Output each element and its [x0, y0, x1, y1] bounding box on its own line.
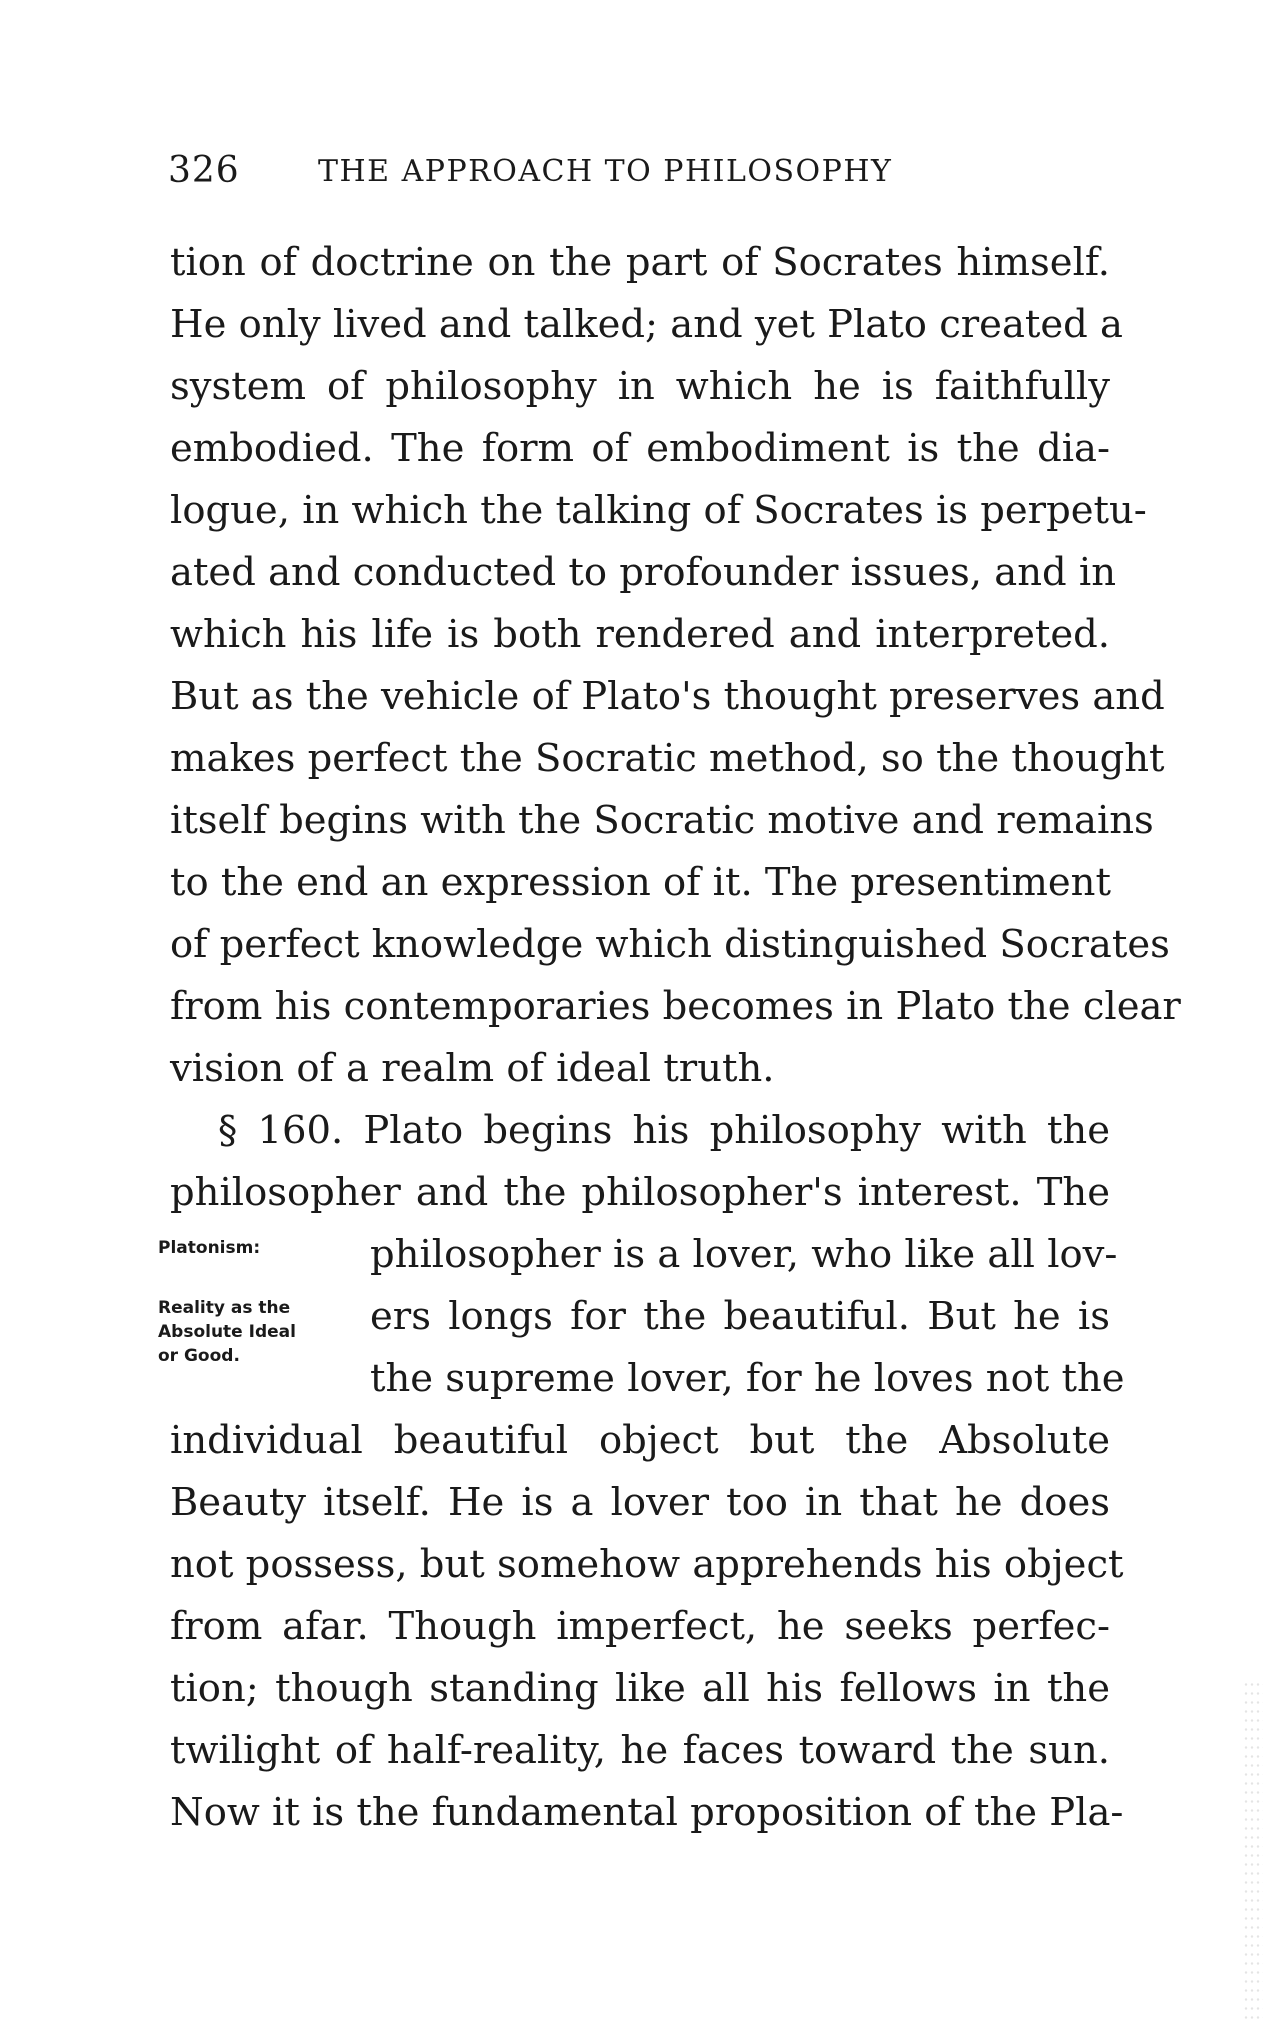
text-line: tion; though standing like all his fellows in the: [170, 1666, 1110, 1711]
text-line: twilight of half-reality, he faces toward the sun.: [170, 1728, 1110, 1773]
text-line: individual beautiful object but the Absolute: [170, 1418, 1110, 1463]
text-line: itself begins with the Socratic motive and remains: [170, 798, 1154, 843]
marginal-note-line: or Good.: [158, 1346, 240, 1366]
running-head: THE APPROACH TO PHILOSOPHY: [318, 154, 893, 189]
text-line: vision of a realm of ideal truth.: [170, 1046, 775, 1091]
text-line: logue, in which the talking of Socrates is perpetu-: [170, 488, 1147, 533]
marginal-note-line: Reality as the: [158, 1298, 291, 1318]
body-text: [170, 232, 1181, 1844]
section-heading-line: § 160. Plato begins his philosophy with the: [218, 1108, 1110, 1153]
text-line: He only lived and talked; and yet Plato created a: [170, 302, 1123, 347]
text-line: philosopher and the philosopher's interest. The: [170, 1170, 1110, 1215]
text-line: philosopher is a lover, who like all lov-: [370, 1232, 1118, 1277]
text-line: of perfect knowledge which distinguished Socrates: [170, 922, 1170, 967]
text-line: Beauty itself. He is a lover too in that he does: [170, 1480, 1110, 1525]
text-line: from afar. Though imperfect, he seeks perfec-: [170, 1604, 1110, 1649]
page-header: [168, 150, 1108, 190]
text-line: tion of doctrine on the part of Socrates himself.: [170, 240, 1110, 285]
text-line: ers longs for the beautiful. But he is: [370, 1294, 1110, 1339]
paper-speckle: [1243, 1680, 1263, 2020]
text-line: to the end an expression of it. The presentiment: [170, 860, 1111, 905]
text-line: system of philosophy in which he is faithfully: [170, 364, 1110, 409]
text-line: ated and conducted to profounder issues, and in: [170, 550, 1116, 595]
text-line: the supreme lover, for he loves not the: [370, 1356, 1125, 1401]
text-line: But as the vehicle of Plato's thought preserves and: [170, 674, 1165, 719]
marginal-note-line: Absolute Ideal: [158, 1322, 296, 1342]
text-line: makes perfect the Socratic method, so the thought: [170, 736, 1165, 781]
text-line: from his contemporaries becomes in Plato the clear: [170, 984, 1181, 1029]
marginal-note-line: Platonism:: [158, 1238, 261, 1258]
text-line: Now it is the fundamental proposition of the Pla-: [170, 1790, 1124, 1835]
page-number: 326: [168, 150, 240, 191]
text-line: embodied. The form of embodiment is the dia-: [170, 426, 1110, 471]
text-line: not possess, but somehow apprehends his object: [170, 1542, 1124, 1587]
text-line: which his life is both rendered and interpreted.: [170, 612, 1110, 657]
